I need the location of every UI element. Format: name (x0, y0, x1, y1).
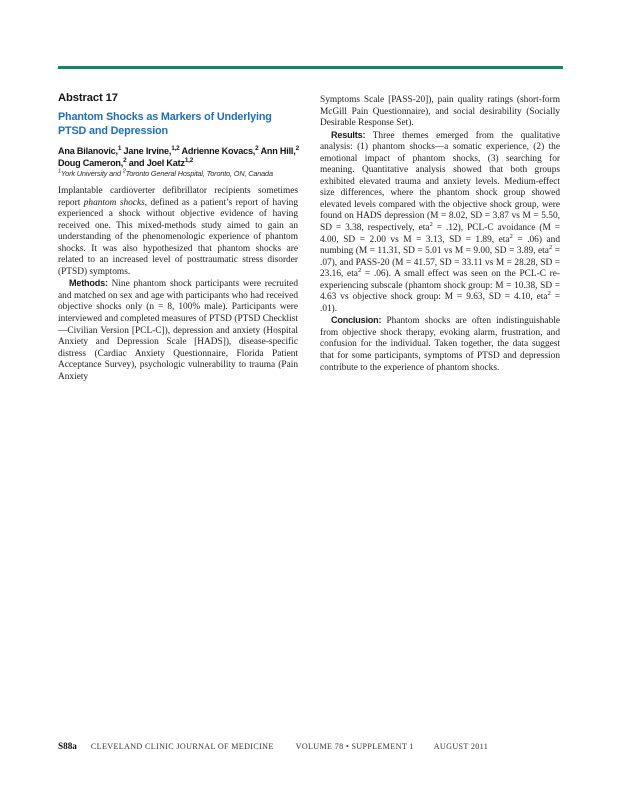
paragraph-methods-continued (320, 95, 560, 130)
results-segment-2: = .12), PCL-C avoidance (M = 4.00, SD = 2.00 vs M = 3.13, SD = 1.89, eta (320, 223, 560, 245)
author-affiliation-marker: 1,2 (184, 156, 194, 164)
eta-squared-exponent: 2 (547, 290, 551, 298)
affiliation-marker-2: 2 (122, 168, 126, 175)
results-segment-1: Three themes emerged from the qualitative analysis: (1) phantom shocks—a somatic experience, (2) the emotional impact of phantom shocks, (3) searching for meaning. Quantitative analysis showed that both groups exhibited elevated trauma and anxiety levels. Medium-effect size differences, where the phantom shock group showed elevated levels compared with the objective shock group, were found on HADS depression (M = 8.02, SD = 3.87 vs M = 5.50, SD = 3.38, respectively, eta (320, 130, 560, 234)
body-column-left (58, 186, 298, 383)
affiliation-marker-1: 1 (58, 168, 61, 175)
paragraph-results (320, 130, 560, 316)
intro-text-part-1: Implantable cardioverter defibrillator recipients sometimes report (58, 186, 298, 208)
conclusion-label: Conclusion: (331, 315, 382, 326)
paragraph-conclusion (320, 315, 560, 374)
abstract-number: Abstract 17 (58, 92, 118, 104)
affiliation-text-1: York University and (60, 169, 123, 178)
results-segment-6: = .01). (320, 292, 560, 314)
journal-name: CLEVELAND CLINIC JOURNAL OF MEDICINE (90, 742, 274, 751)
page-title (58, 110, 308, 138)
author-affiliation-marker: 2 (295, 144, 299, 152)
author-list (58, 146, 310, 169)
author-name: Doug Cameron, (58, 157, 124, 168)
paragraph-introduction (58, 186, 298, 278)
author-name: Ana Bilanovic, (58, 146, 118, 156)
intro-text-part-2: , defined as a patient’s report of having experienced a shock without objective evidence of having received one. This mixed-methods study aimed to gain an understanding of the phenomenologic experience of phantom shocks. It was also hypothesized that phantom shocks are related to an increased level of posttraumatic stress disorder (PTSD) symptoms. (58, 197, 298, 277)
affiliation-line (58, 169, 310, 178)
intro-term-italic: phantom shocks (83, 197, 145, 208)
author-affiliation-marker: 2 (123, 156, 127, 164)
author-name: Jane Irvine, (121, 146, 172, 156)
author-name: Ann Hill, (258, 146, 296, 156)
eta-squared-exponent: 2 (548, 244, 553, 251)
methods-continuation: Symptoms Scale [PASS-20]), pain quality ratings (short-form McGill Pain Questionnaire), and social desirability (Socially Desirable Response Set). (320, 95, 560, 129)
volume-issue: VOLUME 78 • SUPPLEMENT 1 (295, 742, 414, 751)
body-column-right (320, 95, 560, 374)
page-footer (58, 741, 578, 751)
methods-text: Nine phantom shock participants were recruited and matched on sex and age with participants who had received objective shocks only (n = 8, 100% male). Participants were interviewed and completed measures of PTSD (PTSD Checklist—Civilian Version [PCL-C]), depression and anxiety (Hospital Anxiety and Depression Scale [HADS]), disease-specific distress (Cardiac Anxiety Questionnaire, Florida Patient Acceptance Survey), psychologic vulnerability to trauma (Pain Anxiety (58, 279, 298, 382)
author-name: and Joel Katz (126, 157, 185, 168)
author-affiliation-marker: 1 (117, 144, 122, 152)
results-segment-5: = .06). A small effect was seen on the PCL-C re-experiencing subscale (phantom shock group: M = 10.38, SD = 4.63 vs objective shock group: M = 9.63, SD = 4.10, eta (320, 269, 560, 303)
issue-date: AUGUST 2011 (433, 742, 489, 751)
author-affiliation-marker: 1,2 (171, 144, 180, 152)
paragraph-methods (58, 278, 298, 383)
author-affiliation-marker: 2 (255, 144, 259, 152)
eta-squared-exponent: 2 (357, 267, 362, 275)
article-title-line-1: Phantom Shocks as Markers of Underlying (58, 111, 272, 123)
eta-squared-exponent: 2 (429, 220, 433, 228)
affiliation-text-2: Toronto General Hospital, Toronto, ON, Canada (125, 169, 273, 178)
results-segment-4: = .07), and PASS-20 (M = 41.57, SD = 33.11 vs M = 28.28, SD = 23.16, eta (320, 246, 560, 280)
article-title-line-2: PTSD and Depression (58, 125, 168, 137)
author-name: Adrienne Kovacs, (179, 146, 256, 156)
results-label: Results: (331, 129, 366, 140)
results-segment-3: = .06) and numbing (M = 11.31, SD = 5.01 vs M = 9.00, SD = 3.89, eta (320, 234, 560, 257)
eta-squared-exponent: 2 (509, 232, 513, 240)
conclusion-text: Phantom shocks are often indistinguishable from objective shock therapy, evoking alarm, frustration, and confusion for the individual. Taken together, the data suggest that for some participants, symptoms of PTSD and depression contribute to the experience of phantom shocks. (320, 316, 560, 373)
header-rule (58, 66, 563, 69)
methods-label: Methods: (69, 278, 108, 289)
page-number: S88a (58, 741, 77, 751)
